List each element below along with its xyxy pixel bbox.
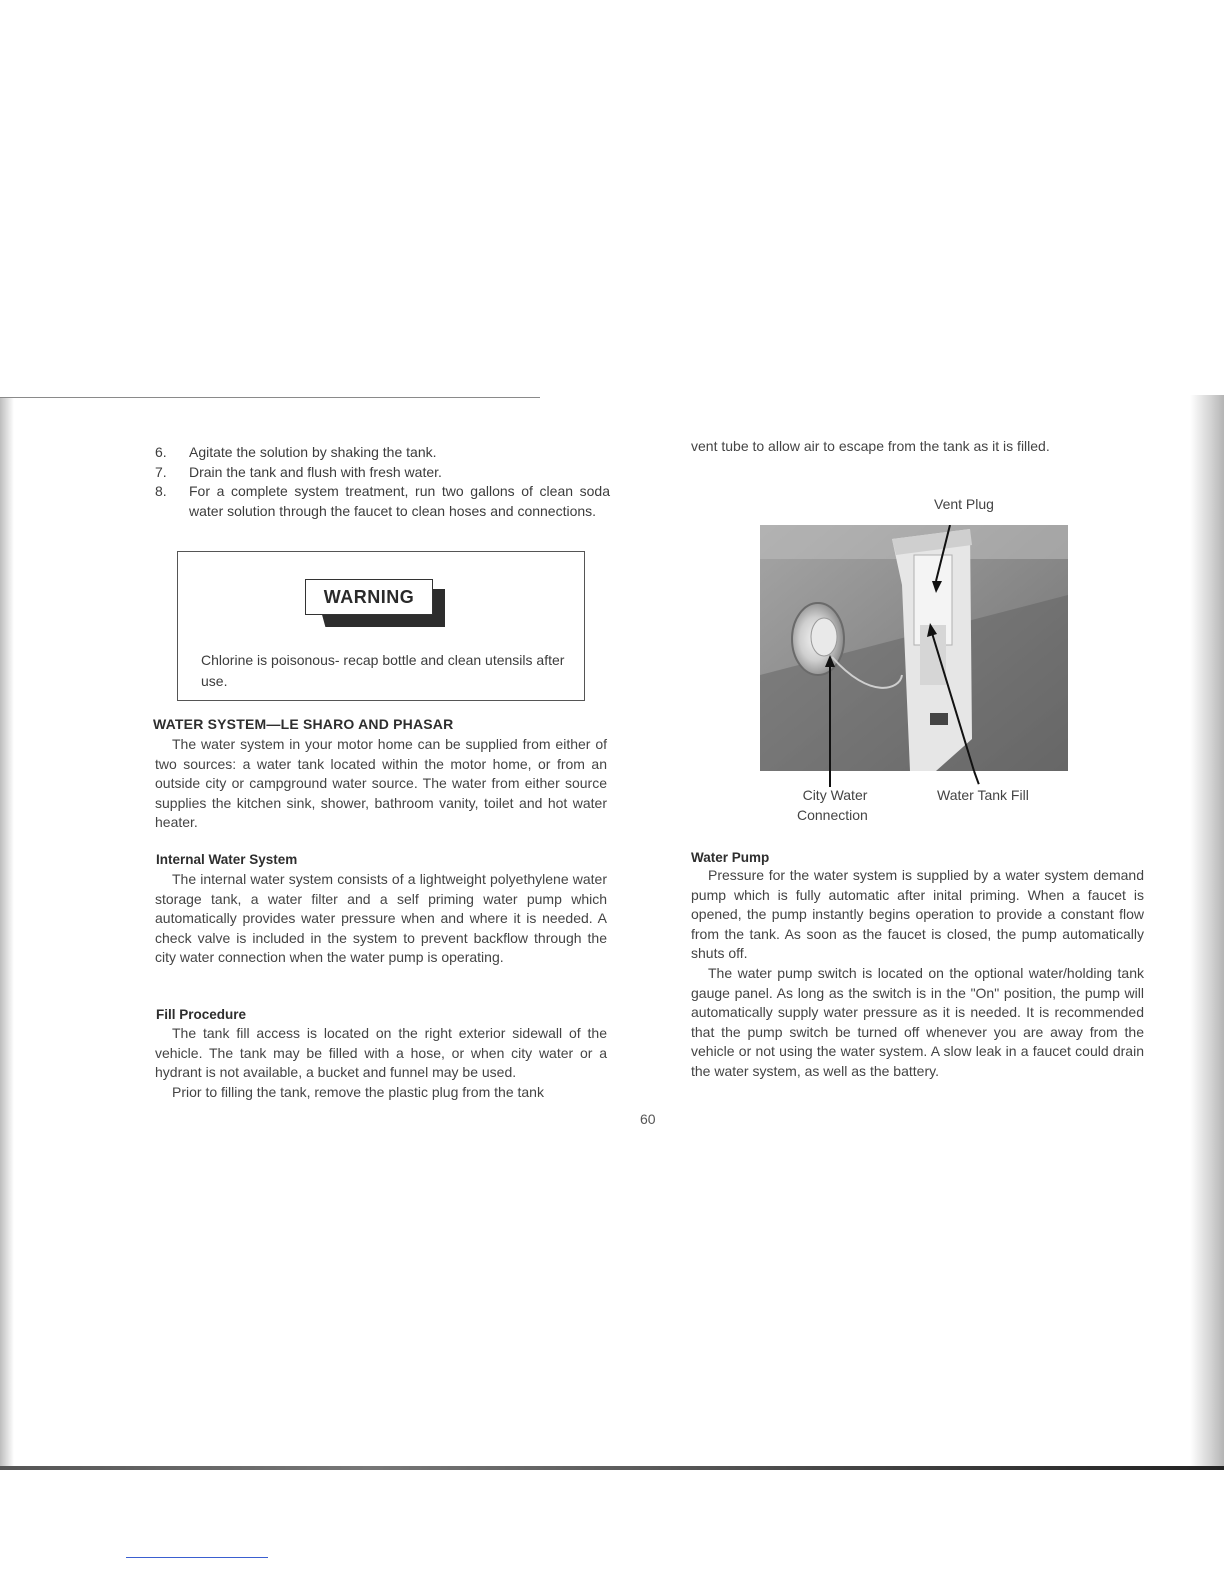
water-system-body: The water system in your motor home can be supplied from either of two sources: a water tank located within the motor home, or from an outside city or campground water source. The water from either source supplies the kitchen sink, shower, bathroom vanity, toilet and hot water heater. [155,736,607,831]
list-item-text: Drain the tank and flush with fresh water. [189,463,442,480]
warning-label: WARNING [305,579,433,615]
page-left-edge [0,398,14,1468]
fill-procedure-paragraph [155,1024,607,1102]
list-item-text: Agitate the solution by shaking the tank. [189,444,437,460]
numbered-list-block [155,443,610,521]
city-water-label-line-2: Connection [797,807,868,823]
tank-fill-arrow-tail [973,771,980,785]
internal-water-system-heading: Internal Water System [156,852,298,867]
vent-plug-label: Vent Plug [934,496,994,512]
list-item-text: For a complete system treatment, run two gallons of clean soda water solution through the faucet to clean hoses and connections. [189,483,610,519]
warning-badge [305,579,445,627]
list-item-number: 7. [155,463,167,480]
internal-water-system-body: The internal water system consists of a lightweight polyethylene water storage tank, a water filter and a self priming water pump which automatically provides water pressure when and where it is needed. A check valve is included in the system to prevent backflow through the city water connection when the water pump is operating. [155,871,607,966]
water-pump-body-1: Pressure for the water system is supplied by a water system demand pump which is fully automatic after inital priming. When a faucet is opened, the pump instantly begins operation to provide a constant flow from the tank. As soon as the faucet is closed, the pump automatically shuts off. [691,867,1144,962]
water-system-paragraph [155,735,607,833]
warning-text: Chlorine is poisonous- recap bottle and clean utensils after use. [201,652,565,689]
water-pump-paragraph [691,866,1144,1082]
fill-procedure-heading: Fill Procedure [156,1007,247,1022]
city-water-arrow-tail [829,771,831,787]
list-item-number: 6. [155,444,167,460]
water-system-heading: WATER SYSTEM—LE SHARO AND PHASAR [153,716,454,732]
warning-box [177,551,585,701]
list-item [155,443,610,463]
city-water-label [797,786,873,805]
page-number: 60 [640,1111,656,1127]
page-top-rule [0,397,540,398]
list-item [155,463,610,483]
water-pump-body-2: The water pump switch is located on the optional water/holding tank gauge panel. As long as the switch is in the "On" position, the pump will automatically supply water pressure as it is needed. It is recommended that the pump switch be turned off whenever you are away from the vehicle or not using the water system. A slow leak in a faucet could drain the water system, as well as the battery. [691,964,1144,1079]
list-item [155,482,610,521]
continuation-text-block [691,437,1151,457]
internal-water-system-paragraph [155,870,607,968]
list-item-number: 8. [155,483,167,500]
photo-illustration [760,525,1068,771]
city-water-label-line-1: City Water [802,787,868,803]
page-right-edge [1190,395,1224,1470]
water-tank-fill-photo [760,525,1068,771]
footer-underline [126,1557,268,1558]
fill-procedure-body-2: Prior to filling the tank, remove the plastic plug from the tank [172,1083,544,1100]
continuation-text: vent tube to allow air to escape from the tank as it is filled. [691,438,1050,454]
numbered-list [155,443,610,521]
fill-procedure-body-1: The tank fill access is located on the right exterior sidewall of the vehicle. The tank may be filled with a hose, or when city water or a hydrant is not available, a bucket and funnel may be used. [155,1025,607,1081]
page-bottom-rule [0,1466,1224,1470]
water-tank-fill-label: Water Tank Fill [937,787,1029,803]
water-pump-heading: Water Pump [691,850,770,865]
